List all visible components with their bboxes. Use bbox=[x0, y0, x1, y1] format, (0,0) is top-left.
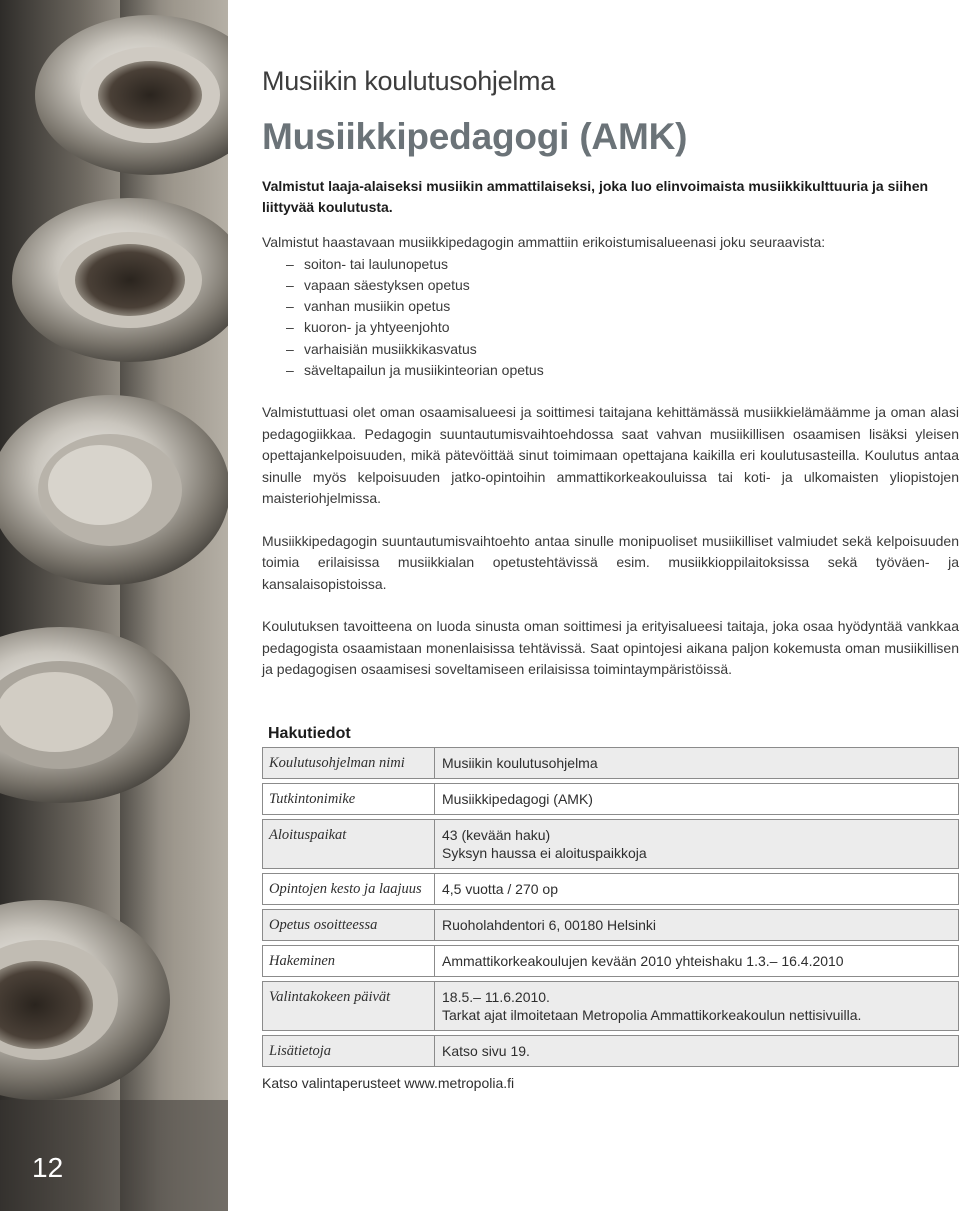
value-line: Syksyn haussa ei aloituspaikkoja bbox=[442, 844, 647, 861]
list-dash: – bbox=[286, 340, 294, 357]
row-key: Aloituspaikat bbox=[262, 819, 434, 869]
body-paragraph: Koulutuksen tavoitteena on luoda sinusta oman soittimesi ja erityisalueesi taitaja, joka osaa hyödyntää vankkaa pedagogista osaamistaan monenlaisissa tehtävissä. Saat opintojesi aikana paljon kokemusta oman musiikillisen ja pedagogisen osaamisesi soveltamiseen erilaisissa toimintaympäristöissä. bbox=[262, 618, 959, 678]
list-item bbox=[262, 296, 959, 317]
lead-paragraph: Valmistut laaja-alaiseksi musiikin ammattilaiseksi, joka luo elinvoimaista musiikkikulttuuria ja siihen liittyvää koulutusta. bbox=[262, 178, 929, 215]
row-value bbox=[434, 819, 959, 869]
specialization-list bbox=[262, 254, 959, 382]
article bbox=[262, 60, 959, 1091]
list-item-text: vapaan säestyksen opetus bbox=[304, 276, 470, 293]
value-line: Musiikkipedagogi (AMK) bbox=[442, 790, 593, 807]
row-value bbox=[434, 783, 959, 815]
value-line: Musiikin koulutusohjelma bbox=[442, 754, 598, 771]
value-line: 18.5.– 11.6.2010. bbox=[442, 988, 550, 1005]
value-line: Ruoholahdentori 6, 00180 Helsinki bbox=[442, 916, 657, 933]
table-row bbox=[262, 783, 959, 815]
list-item-text: kuoron- ja yhtyeenjohto bbox=[304, 319, 450, 336]
row-key: Opetus osoitteessa bbox=[262, 909, 434, 941]
row-key: Tutkintonimike bbox=[262, 783, 434, 815]
table-row bbox=[262, 873, 959, 905]
table-row bbox=[262, 819, 959, 869]
row-key: Opintojen kesto ja laajuus bbox=[262, 873, 434, 905]
row-value bbox=[434, 747, 959, 779]
intro-paragraph: Valmistut haastavaan musiikkipedagogin ammattiin erikoistumisalueenasi joku seuraavista: bbox=[262, 234, 826, 250]
page-number: 12 bbox=[32, 1152, 64, 1183]
list-item bbox=[262, 360, 959, 381]
value-line: 43 (kevään haku) bbox=[442, 826, 551, 843]
program-title: Musiikin koulutusohjelma bbox=[262, 66, 555, 96]
row-value bbox=[434, 981, 959, 1031]
list-item bbox=[262, 275, 959, 296]
footnote: Katso valintaperusteet www.metropolia.fi bbox=[262, 1074, 515, 1091]
body-paragraph: Musiikkipedagogin suuntautumisvaihtoehto antaa sinulle monipuoliset musiikilliset valmiudet sekä kelpoisuuden toimia erilaisissa musiikkialan opetustehtävissä esim. musiikkioppilaitoksissa sekä työväen- ja kansalaisopistoissa. bbox=[262, 532, 959, 592]
row-key: Lisätietoja bbox=[262, 1035, 434, 1067]
table-row bbox=[262, 909, 959, 941]
table-row bbox=[262, 945, 959, 977]
list-item-text: varhaisiän musiikkikasvatus bbox=[304, 340, 477, 357]
row-key: Hakeminen bbox=[262, 945, 434, 977]
list-item bbox=[262, 317, 959, 338]
row-value bbox=[434, 945, 959, 977]
row-key: Valintakokeen päivät bbox=[262, 981, 434, 1031]
list-dash: – bbox=[286, 319, 294, 336]
value-line: 4,5 vuotta / 270 op bbox=[442, 880, 558, 897]
table-row bbox=[262, 747, 959, 779]
list-item-text: soiton- tai laulunopetus bbox=[304, 255, 448, 272]
list-item bbox=[262, 339, 959, 360]
info-heading: Hakutiedot bbox=[268, 724, 351, 742]
value-line: Ammattikorkeakoulujen kevään 2010 yhteishaku 1.3.– 16.4.2010 bbox=[442, 952, 844, 969]
row-value bbox=[434, 873, 959, 905]
table-row bbox=[262, 1035, 959, 1067]
value-line: Tarkat ajat ilmoitetaan Metropolia Ammattikorkeakoulun nettisivuilla. bbox=[442, 1006, 862, 1023]
value-line: Katso sivu 19. bbox=[442, 1042, 530, 1059]
list-item-text: säveltapailun ja musiikinteorian opetus bbox=[304, 361, 544, 378]
list-item-text: vanhan musiikin opetus bbox=[304, 298, 451, 315]
flute-keys-illustration bbox=[0, 0, 228, 1211]
flute-photo bbox=[0, 0, 228, 1211]
row-key: Koulutusohjelman nimi bbox=[262, 747, 434, 779]
list-item bbox=[262, 254, 959, 275]
body-paragraph: Valmistuttuasi olet oman osaamisalueesi ja soittimesi taitajana kehittämässä musiikkielämäämme ja oman alasi pedagogiikkaa. Pedagogin suuntautumisvaihtoehdossa saat vahvan musiikillisen osaamisen lisäksi yleisen opettajankelpoisuuden, mikä pätevöittää sinut toimimaan opettajana kaikilla eri koulutusasteilla. Koulutus antaa sinulle myös kelpoisuuden jatko-opintoihin ammattikorkeakouluissa tai koti- ja ulkomaisten yliopistojen maisteriohjelmissa. bbox=[262, 404, 959, 507]
list-dash: – bbox=[286, 361, 294, 378]
list-dash: – bbox=[286, 276, 294, 293]
table-row bbox=[262, 981, 959, 1031]
row-value bbox=[434, 909, 959, 941]
list-dash: – bbox=[286, 298, 294, 315]
admission-info-table bbox=[262, 743, 959, 1071]
row-value bbox=[434, 1035, 959, 1067]
degree-title: Musiikkipedagogi (AMK) bbox=[262, 116, 688, 157]
list-dash: – bbox=[286, 255, 294, 272]
